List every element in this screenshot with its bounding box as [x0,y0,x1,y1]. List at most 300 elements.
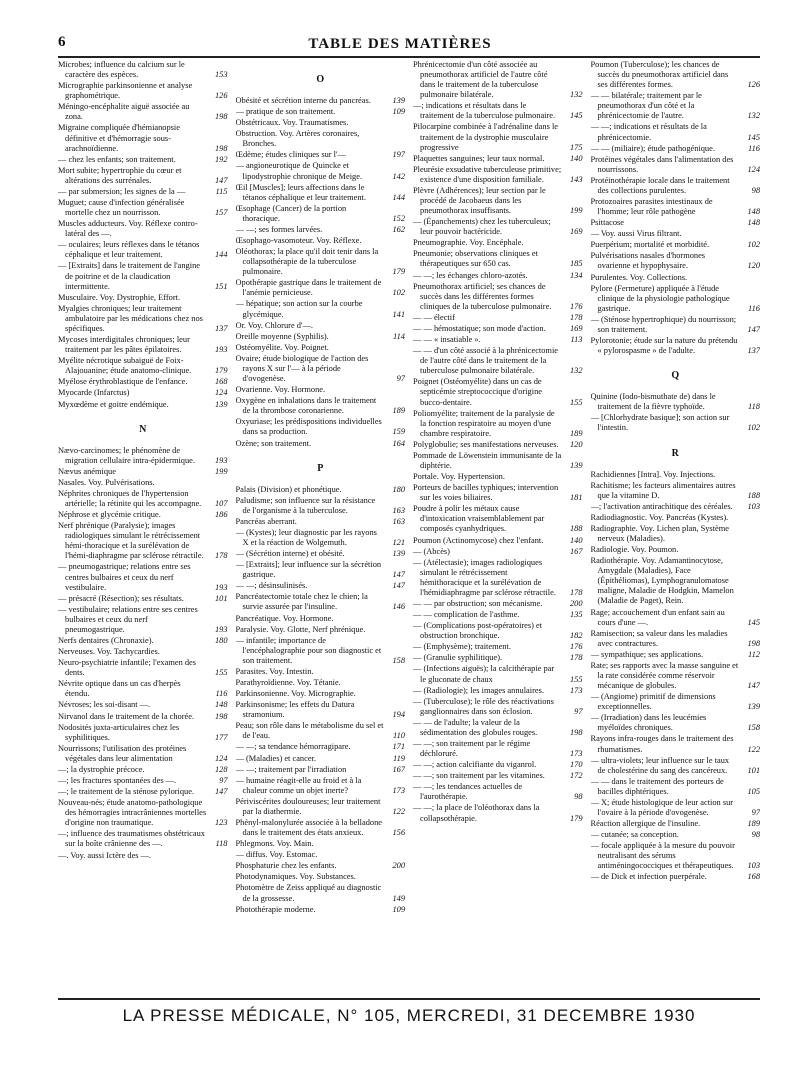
index-entry [58,723,228,743]
entry-page: 199 [214,466,228,476]
entry-text: — chez les enfants; son traitement. [58,154,176,164]
index-entry [58,261,228,291]
index-entry [58,744,228,764]
entry-page: 163 [392,505,405,515]
entry-page: 139 [392,549,405,559]
entry-text: Ovaire; étude biologique de l'action des rayons X sur l'— à la période d'ovogenèse. [235,353,369,384]
index-entry [591,608,761,628]
index-entry [413,642,583,652]
entry-page: 179 [392,267,405,277]
entry-text: —; influence des traumatismes obstétricaux sur la boîte crânienne des —. [58,829,205,849]
entry-text: — —; sa tendance hémorragipare. [235,742,351,752]
entry-page: 147 [747,681,760,691]
entry-page: 194 [392,710,405,720]
entry-text: Nerveuses. Voy. Tachycardies. [58,647,160,657]
entry-page: 101 [747,765,760,775]
entry-page: 119 [393,753,405,763]
index-entry [236,299,406,319]
index-entry [591,176,761,196]
entry-page: 170 [569,760,583,770]
entry-page: 179 [214,366,228,376]
entry-text: — — bilatérale; traitement par le pneumothorax d'un côté et la phrénicectomie de l'autre. [590,91,702,121]
index-entry [58,388,228,398]
entry-page: 182 [569,631,583,641]
entry-page: 193 [214,624,228,634]
entry-text: — focale appliquée à la mesure du pouvoir neutralisant des sérums antiméningococciques et thérapeutiques. [590,841,735,871]
index-entry [236,247,406,277]
entry-page: 157 [214,208,228,218]
entry-page: 149 [392,893,405,903]
index-entry [236,689,406,699]
index-entry [58,219,228,239]
entry-text: Pylorotonie; étude sur la nature du prétendu « pylorospasme » de l'adulte. [590,336,738,356]
index-entry [58,198,228,218]
index-entry [236,883,406,903]
entry-text: Neuro-psychiatrie infantile; l'examen des dents. [58,658,197,678]
entry-text: Palais (Division) et phonétique. [235,484,342,494]
entry-page: 199 [569,206,583,216]
index-entry [413,249,583,269]
index-entry [58,798,228,828]
index-entry [58,562,228,592]
entry-text: —; l'activation antirachitique des céréales. [590,501,733,511]
entry-text: Parasites. Voy. Intestin. [235,666,314,676]
index-entry [236,678,406,688]
entry-text: Poudre à polir les métaux cause d'intoxication vraisemblablement par composés cyanhydriques. [413,504,545,534]
entry-text: — — de l'adulte; la valeur de la sédimentation des globules rouges. [413,717,538,737]
entry-text: Ostéomyélite. Voy. Poignet. [235,342,329,352]
entry-text: — pneumogastrique; relations entre ses centres bulbaires et ceux du nerf vestibulaire. [58,562,191,592]
entry-page: 103 [747,861,760,871]
entry-text: Poumon (Tuberculose); les chances de succès du pneumothorax artificiel dans ses différentes formes. [590,60,729,90]
index-entry [236,636,406,666]
index-entry [591,734,761,754]
entry-text: — infantile; importance de l'encéphalographie pour son diagnostic et son traitement. [235,635,382,665]
index-entry [413,440,583,450]
entry-text: Polyglobulie; ses manifestations nerveuses. [413,439,559,449]
index-entry [236,742,406,752]
entry-text: Rachitisme; les facteurs alimentaires autres que la vitamine D. [590,480,736,500]
index-entry [591,661,761,691]
entry-text: Psittacose [590,218,624,228]
entry-text: — — électif [413,312,455,322]
index-entry [413,282,583,312]
entry-text: — diffus. Voy. Estomac. [235,850,318,860]
entry-page: 162 [392,224,405,234]
entry-text: Radiodiagnostic. Voy. Pancréas (Kystes). [590,512,729,522]
entry-text: Poliomyélite; traitement de la paralysie de la fonction respiratoire au moyen d'une chambre respiratoire. [413,408,555,438]
entry-page: 155 [214,668,228,678]
index-entry [236,765,406,775]
entry-page: 169 [569,227,583,237]
index-entry [413,621,583,641]
entry-page: 148 [747,218,760,228]
entry-text: Rate; ses rapports avec la masse sanguine et la rate considérée comme réservoir mécanique de globules. [590,660,739,691]
index-entry [591,392,761,412]
entry-text: Poignet (Ostéomyélite) dans un cas de septicémie streptococcique d'origine bucco-dentaire. [413,377,542,407]
entry-text: Rayons infra-rouges dans le traitement des rhumatismes. [590,734,734,754]
entry-page: 147 [214,175,228,185]
entry-text: — (Tuberculose); le rôle des réactivations ganglionnaires dans son éclosion. [413,696,554,716]
index-entry [413,154,583,164]
index-entry [413,335,583,345]
entry-text: — (Irradiation) dans les leucémies myéloïdes chroniques. [590,713,707,733]
index-entry [236,560,406,580]
entry-page: 139 [214,399,228,409]
index-entry [591,556,761,606]
entry-text: — —; son traitement par les vitamines. [413,771,545,781]
index-entry [58,60,228,80]
section-letter: O [316,74,325,85]
index-entry [58,658,228,678]
entry-page: 139 [747,702,760,712]
entry-text: — — (miliaire); étude pathogénique. [590,143,715,153]
index-entry [236,396,406,416]
index-section [236,463,406,915]
entry-page: 152 [392,213,405,223]
entry-text: Musculaire. Voy. Dystrophie, Effort. [58,292,181,302]
entry-text: Œil [Muscles]; leurs affections dans le tétanos céphalique et leur traitement. [235,182,366,202]
entry-text: Myxœdème et goitre endémique. [58,399,169,409]
index-entry [236,905,406,915]
index-entry [413,536,583,546]
entry-page: 198 [214,143,228,153]
index-entry [591,872,761,882]
index-section [413,60,583,824]
index-entry [58,187,228,197]
entry-text: — de Dick et infection puerpérale. [590,872,707,882]
index-entry [413,186,583,216]
entry-text: Migraine compliquée d'hémianopsie définitive et d'hémorragie sous-arachnoïdienne. [58,123,180,153]
entry-page: 178 [569,312,583,322]
entry-page: 107 [214,498,228,508]
entry-page: 116 [748,143,760,153]
entry-text: — —; les échanges chloro-azotés. [413,270,528,280]
entry-text: Nasales. Voy. Pulvérisations. [58,477,155,487]
index-entry [236,667,406,677]
entry-text: Plaquettes sanguines; leur taux normal. [413,153,545,163]
entry-page: 147 [392,570,405,580]
entry-page: 147 [214,787,228,797]
entry-page: 173 [392,785,405,795]
entry-text: — (Radiologie); les images annulaires. [413,685,544,695]
entry-page: 144 [392,192,405,202]
entry-page: 124 [214,388,228,398]
index-entry [236,417,406,437]
index-entry [236,129,406,149]
index-entry [58,787,228,797]
entry-page: 140 [569,153,583,163]
index-entry [236,818,406,838]
entry-text: Réaction allergique de l'insuline. [590,819,701,829]
entry-text: Pylore (Fermeture) appliquée à l'étude clinique de la physiologie pathologique gastrique. [590,283,730,313]
entry-page: 137 [747,346,760,356]
index-section [591,60,761,356]
section-letter: Q [671,370,680,382]
entry-text: — [Chlorhydrate basique]; son action sur l'intestin. [590,413,730,433]
entry-text: — —; désinsulinisés. [235,581,308,591]
index-entry [58,467,228,477]
entry-text: Nævus anémique [58,466,116,476]
entry-page: 113 [570,335,583,345]
entry-page: 97 [396,374,405,384]
entry-page: 175 [569,142,583,152]
entry-text: —; indications et résultats dans le traitement de la tuberculose pulmonaire. [413,101,556,121]
entry-page: 180 [214,635,228,645]
index-entry [413,803,583,823]
entry-text: — — d'un côté associé à la phrénicectomie de l'autre côté dans le traitement de la tuberculose pulmonaire bilatérale. [413,346,558,376]
index-entry [413,324,583,334]
index-entry [236,581,406,591]
entry-text: Protéinothérapie locale dans le traitement des collections purulentes. [590,175,730,195]
entry-page: 121 [392,537,405,547]
index-entry [236,872,406,882]
index-entry [413,101,583,121]
index-entry [413,771,583,781]
index-entry [58,521,228,561]
entry-text: Opothérapie gastrique dans le traitement de l'anémie pernicieuse. [235,278,382,298]
index-entry [236,485,406,495]
entry-page: 159 [392,427,405,437]
entry-page: 186 [214,510,228,520]
entry-text: Obstétricaux. Voy. Traumatismes. [235,118,349,128]
index-entry [236,528,406,548]
entry-text: Méningo-encéphalite aiguë associée au zona. [58,102,190,122]
index-entry [591,413,761,433]
entry-text: — humaine réagit-elle au froid et à la chaleur comme un objet inerte? [235,775,362,795]
entry-text: —. Voy. aussi Ictère des —. [58,850,152,860]
index-entry [591,122,761,142]
entry-text: Plèvre (Adhérences); leur section par le procédé de Jacobaeus dans les pneumothorax insuffisants. [413,185,546,216]
entry-text: Phrénicectomie d'un côté associée au pneumothorax artificiel de l'autre côté dans le traitement de la tuberculose pulmonaire bilatérale. [413,60,548,100]
entry-text: — par submersion; les signes de la — [58,186,186,196]
entry-text: — (Sténose hypertrophique) du nourrisson; son traitement. [590,314,737,334]
index-entry [413,558,583,598]
index-entry [58,102,228,122]
index-entry [58,700,228,710]
entry-page: 139 [569,460,583,470]
index-section [591,370,761,433]
entry-page: 110 [393,731,405,741]
index-entry [58,594,228,604]
entry-text: — Voy. aussi Virus filtrant. [590,229,682,239]
entry-text: Oxygène en inhalations dans le traitement de la thrombose coronarienne. [235,396,377,416]
index-entry [58,240,228,260]
index-entry [236,721,406,741]
index-entry [236,549,406,559]
entry-page: 176 [569,301,583,311]
index-entry [236,754,406,764]
index-entry [58,304,228,334]
entry-page: 192 [214,154,228,164]
entry-text: Poumon (Actinomycose) chez l'enfant. [413,535,544,545]
entry-page: 105 [747,786,760,796]
entry-page: 103 [747,501,760,511]
entry-text: — —; traitement par l'irradiation [235,764,347,774]
entry-page: 171 [392,742,405,752]
entry-text: Microbes; influence du calcium sur le caractère des espèces. [58,60,185,80]
index-entry [591,713,761,733]
index-entry [58,478,228,488]
entry-text: Purulentes. Voy. Collections. [590,272,688,282]
entry-page: 102 [747,240,760,250]
index-entry [236,776,406,796]
entry-text: Photothérapie moderne. [235,904,316,914]
index-entry [58,851,228,861]
section-letter: R [671,447,679,459]
index-entry [236,614,406,624]
index-entry [591,481,761,501]
entry-text: Quinine (Iodo-bismuthate de) dans le traitement de la fièvre typhoïde. [590,392,716,412]
section-letter: N [139,423,147,435]
entry-page: 179 [569,813,583,823]
index-column-2 [236,60,406,992]
index-entry [413,60,583,100]
section-letter: P [317,462,324,474]
entry-text: Myélite nécrotique subaiguë de Foix-Alajouanine; étude anatomo-clinique. [58,356,192,376]
index-entry [58,605,228,635]
entry-text: Ramisection; sa valeur dans les maladies avec contractures. [590,628,728,648]
index-entry [591,240,761,250]
entry-text: — — complication de l'asthme. [413,610,520,620]
entry-text: Pulvérisations nasales d'hormones ovarienne et hypophysaire. [590,251,706,271]
index-entry [413,653,583,663]
entry-text: Porteurs de bacilles typhiques; intervention sur les voies biliaires. [413,483,559,503]
entry-text: Nodosités juxta-articulaires chez les syphilitiques. [58,722,180,742]
index-section [58,60,228,410]
entry-page: 122 [392,806,405,816]
index-entry [591,841,761,871]
index-entry [413,122,583,152]
entry-text: — oculaires; leurs réflexes dans le tétanos céphalique et leur traitement. [58,240,200,260]
entry-page: 180 [392,484,405,494]
entry-text: — (Kystes); leur diagnostic par les rayons X et la réaction de Wolgemuth. [235,527,377,547]
entry-page: 189 [569,428,583,438]
entry-text: Œsophage (Cancer) de la portion thoracique. [235,203,347,223]
index-entry [58,123,228,153]
index-entry [591,315,761,335]
index-entry [58,765,228,775]
entry-page: 102 [747,423,760,433]
index-entry [591,650,761,660]
entry-text: — (Granulie syphilitique). [413,653,503,663]
entry-page: 139 [392,96,405,105]
entry-text: — [Extraits]; leur influence sur la sécrétion gastrique. [235,560,382,580]
entry-text: Œdème; études cliniques sur l'— [235,150,346,160]
entry-page: 167 [392,764,405,774]
entry-page: 178 [569,587,583,597]
entry-page: 181 [569,493,583,503]
index-section [236,74,406,449]
entry-text: Pilocarpine combinée à l'adrénaline dans le traitement de la dystrophie musculaire progressive [413,122,558,152]
entry-text: — (Atélectasie); images radiologiques simulant le rétrécissement hémithoracique et la surélévation de l'hémidiaphragme par sclérose rétractile. [413,557,556,597]
index-entry [413,238,583,248]
entry-text: Obstruction. Voy. Artères coronaires, Bronches. [235,129,360,149]
entry-text: —; la dystrophie précoce. [58,764,145,774]
entry-page: 98 [751,185,760,195]
entry-page: 120 [569,439,583,449]
entry-page: 177 [214,732,228,742]
entry-page: 188 [747,490,760,500]
entry-page: 109 [392,107,405,117]
entry-text: Myalgies chroniques; leur traitement ambulatoire par les médications chez nos spécifiques. [58,303,203,333]
entry-page: 156 [392,828,405,838]
index-entry [236,385,406,395]
index-entry [591,819,761,829]
entry-text: — X; étude histologique de leur action sur l'ovaire à la période d'ovogenèse. [590,797,734,817]
index-entry [236,161,406,181]
entry-page: 198 [747,638,760,648]
index-entry [58,510,228,520]
entry-page: 101 [214,593,228,603]
index-entry [236,354,406,384]
entry-text: Névrite optique dans un cas d'herpès étendu. [58,679,181,699]
header-rule [58,56,760,58]
entry-text: — hépatique; son action sur la courbe glycémique. [235,299,363,319]
entry-text: — angioneurotique de Quincke et lipodystrophie chronique de Meige. [235,161,363,181]
index-entry [236,225,406,235]
index-entry [413,760,583,770]
entry-text: — —; indications et résultats de la phrénicectomie. [590,122,707,142]
entry-text: Œsophago-vasomoteur. Voy. Réflexe. [235,236,362,246]
index-entry [413,483,583,503]
index-entry [236,150,406,160]
entry-page: 124 [214,753,228,763]
entry-text: Myocarde (Infarctus) [58,388,130,398]
entry-page: 118 [215,839,228,849]
index-entry [58,636,228,646]
index-entry [236,118,406,128]
index-entry [236,183,406,203]
index-entry [591,502,761,512]
index-entry [58,377,228,387]
page-title: TABLE DES MATIÈRES [308,36,492,52]
entry-text: — —; les tendances actuelles de l'aurothérapie. [413,782,523,802]
entry-page: 164 [392,438,405,448]
entry-text: — (Angiome) primitif de dimensions exceptionnelles. [590,692,716,712]
entry-page: 167 [569,546,583,556]
index-entry [236,96,406,106]
entry-page: 178 [214,551,228,561]
entry-page: 198 [569,727,583,737]
entry-text: Radiothérapie. Voy. Adamantinocytose, Amygdale (Maladies), Face (Épithéliomas), Lymphogranulomatose maligne, Maladie de Hodgkin, Mamelon (Maladie de Paget), Rein. [590,556,734,606]
index-entry [236,343,406,353]
entry-text: — [Extraits] dans le traitement de l'angine de poitrine et de la claudication intermittente. [58,261,200,291]
entry-page: 197 [392,150,405,160]
index-entry [413,346,583,376]
entry-text: Mort subite; hypertrophie du cœur et altérations des surrénales. [58,165,182,185]
entry-text: Néphrose et glycémie critique. [58,510,161,520]
index-entry [413,409,583,439]
index-entry [591,756,761,776]
entry-page: 97 [219,776,228,785]
entry-text: Pommade de Löwenstein immunisante de la diphtérie. [413,450,562,470]
entry-page: 193 [214,345,228,355]
entry-page: 141 [392,309,405,319]
index-entry [591,513,761,523]
index-entry [236,107,406,117]
index-entry [591,336,761,356]
index-entry [591,91,761,121]
entry-page: 145 [569,111,583,121]
index-entry [413,739,583,759]
index-entry [58,356,228,376]
index-entry [413,271,583,281]
index-section [591,448,761,883]
entry-page: 151 [214,281,228,291]
entry-text: Oléothorax; la place qu'il doit tenir dans la collapsothérapie de la tuberculose pulmonaire. [235,247,379,277]
entry-text: — sympathique; ses applications. [590,649,704,659]
